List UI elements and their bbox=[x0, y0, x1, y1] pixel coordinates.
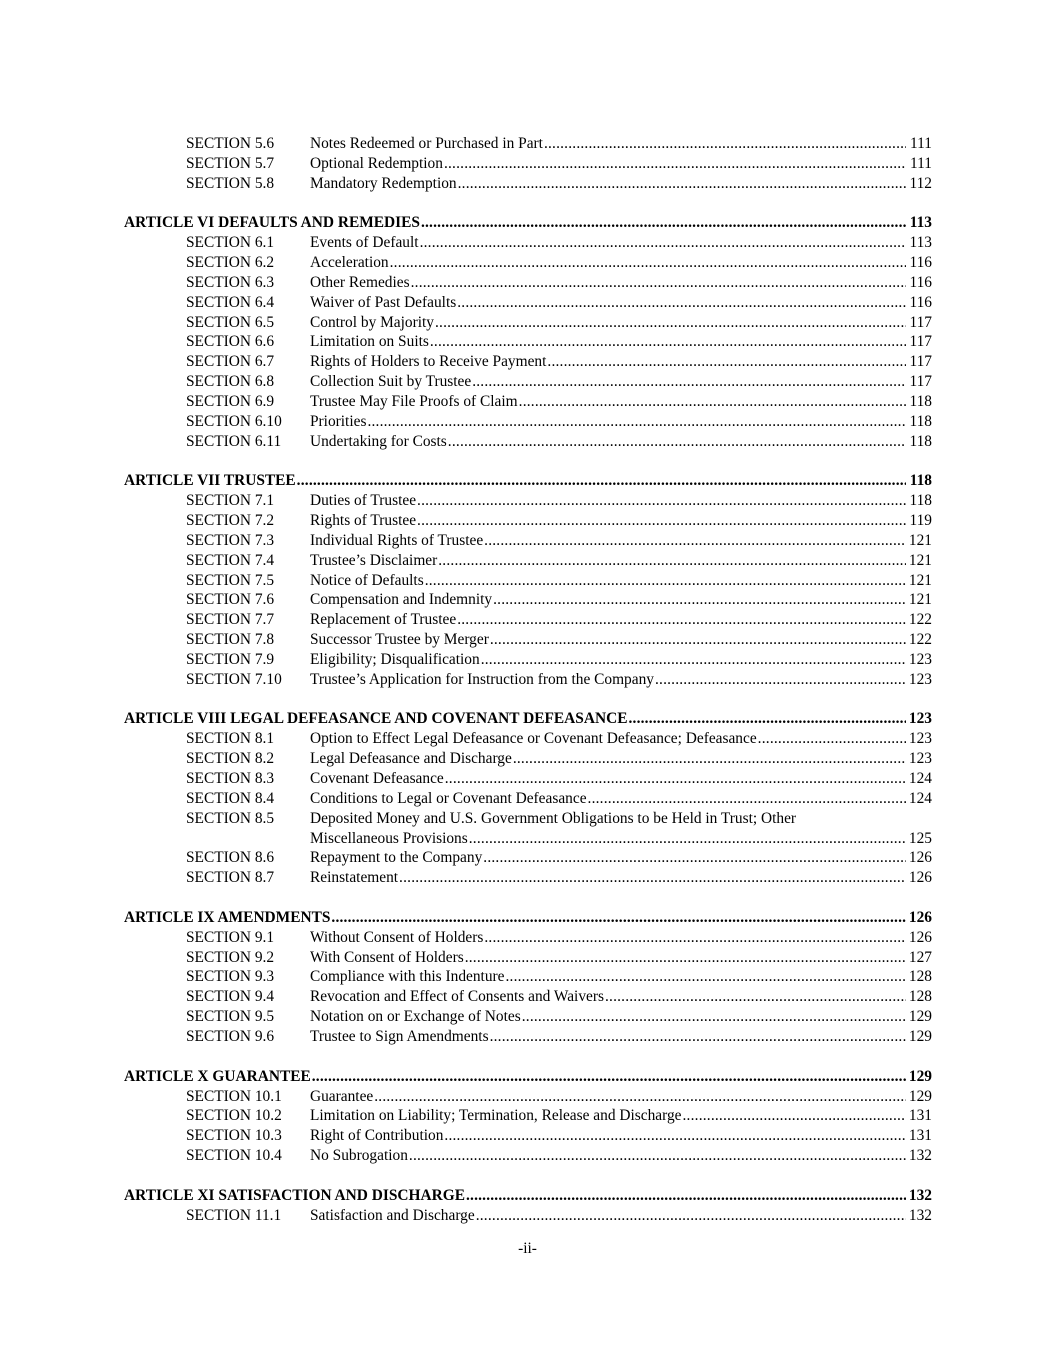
toc-section-row[interactable] bbox=[124, 412, 932, 432]
section-entry bbox=[310, 948, 932, 968]
section-number: SECTION 6.5 bbox=[186, 313, 275, 331]
section-title: Option to Effect Legal Defeasance or Covenant Defeasance; Defeasance bbox=[310, 730, 757, 748]
section-number: SECTION 7.10 bbox=[186, 670, 282, 688]
dot-leader bbox=[390, 253, 906, 273]
section-entry bbox=[310, 769, 932, 789]
section-entry bbox=[310, 352, 932, 372]
dot-leader bbox=[605, 987, 906, 1007]
dot-leader bbox=[457, 293, 906, 313]
toc-section-row[interactable] bbox=[124, 848, 932, 868]
section-entry bbox=[310, 392, 932, 412]
article-title: ARTICLE IX AMENDMENTS bbox=[124, 908, 331, 926]
page-reference: 124 bbox=[908, 789, 932, 807]
page-reference: 118 bbox=[909, 392, 932, 410]
dot-leader bbox=[417, 491, 906, 511]
table-of-contents bbox=[124, 134, 932, 1225]
toc-section-row[interactable] bbox=[124, 987, 932, 1007]
dot-leader bbox=[435, 313, 906, 333]
section-entry bbox=[310, 967, 932, 987]
section-number: SECTION 6.8 bbox=[186, 373, 275, 391]
toc-article-row[interactable] bbox=[124, 471, 932, 491]
section-entry bbox=[310, 531, 932, 551]
dot-leader bbox=[445, 769, 906, 789]
toc-section-row[interactable] bbox=[124, 868, 932, 888]
page-reference: 116 bbox=[909, 273, 932, 291]
section-title: Other Remedies bbox=[310, 273, 410, 291]
dot-leader bbox=[472, 372, 906, 392]
dot-leader bbox=[421, 213, 906, 233]
toc-section-row[interactable] bbox=[124, 1007, 932, 1027]
page-reference: 122 bbox=[908, 611, 932, 629]
section-entry bbox=[310, 670, 932, 690]
section-title: Priorities bbox=[310, 412, 367, 430]
section-title: Eligibility; Disqualification bbox=[310, 650, 480, 668]
dot-leader bbox=[522, 1007, 906, 1027]
toc-section-row[interactable] bbox=[124, 174, 932, 194]
dot-leader bbox=[483, 848, 906, 868]
article-entry bbox=[124, 1067, 932, 1087]
section-entry bbox=[310, 1106, 932, 1126]
toc-section-row[interactable] bbox=[124, 948, 932, 968]
section-title: Replacement of Trustee bbox=[310, 611, 457, 629]
section-title: Undertaking for Costs bbox=[310, 432, 447, 450]
toc-section-row[interactable] bbox=[124, 154, 932, 174]
dot-leader bbox=[420, 233, 906, 253]
page-reference: 123 bbox=[908, 670, 932, 688]
article-entry bbox=[124, 471, 932, 491]
section-title: With Consent of Holders bbox=[310, 948, 464, 966]
article-title: ARTICLE X GUARANTEE bbox=[124, 1067, 311, 1085]
page-reference: 127 bbox=[908, 948, 932, 966]
section-number: SECTION 7.4 bbox=[186, 551, 275, 569]
section-number: SECTION 7.3 bbox=[186, 531, 275, 549]
section-title: Notation on or Exchange of Notes bbox=[310, 1008, 521, 1026]
section-number: SECTION 7.8 bbox=[186, 631, 275, 649]
toc-section-row[interactable] bbox=[124, 511, 932, 531]
section-entry bbox=[310, 134, 932, 154]
section-number: SECTION 8.4 bbox=[186, 789, 275, 807]
page-reference: 121 bbox=[908, 531, 932, 549]
page-reference: 132 bbox=[908, 1206, 932, 1224]
dot-leader bbox=[655, 670, 906, 690]
toc-section-continuation-row[interactable] bbox=[124, 829, 932, 849]
toc-section-row[interactable] bbox=[124, 749, 932, 769]
section-number: SECTION 8.5 bbox=[186, 809, 275, 827]
page-reference: 117 bbox=[909, 353, 932, 371]
section-title: Events of Default bbox=[310, 234, 419, 252]
section-number: SECTION 11.1 bbox=[186, 1206, 282, 1224]
page-reference: 126 bbox=[908, 869, 932, 887]
toc-section-row[interactable] bbox=[124, 789, 932, 809]
page-reference: 123 bbox=[908, 730, 932, 748]
section-entry bbox=[310, 848, 932, 868]
page-reference: 118 bbox=[909, 492, 932, 510]
page-reference: 117 bbox=[909, 373, 932, 391]
dot-leader bbox=[466, 1186, 906, 1206]
page-reference: 118 bbox=[909, 432, 932, 450]
page-reference: 113 bbox=[909, 214, 932, 232]
section-entry bbox=[310, 590, 932, 610]
dot-leader bbox=[312, 1067, 906, 1087]
toc-section-row[interactable] bbox=[124, 1206, 932, 1226]
dot-leader bbox=[297, 471, 906, 491]
section-title: Guarantee bbox=[310, 1087, 374, 1105]
section-title: Limitation on Liability; Termination, Release and Discharge bbox=[310, 1107, 682, 1125]
dot-leader bbox=[430, 332, 906, 352]
section-title: Rights of Trustee bbox=[310, 512, 417, 530]
section-number: SECTION 6.1 bbox=[186, 234, 275, 252]
dot-leader bbox=[444, 154, 906, 174]
section-number: SECTION 7.6 bbox=[186, 591, 275, 609]
article-title: ARTICLE VIII LEGAL DEFEASANCE AND COVENANT DEFEASANCE bbox=[124, 710, 628, 728]
dot-leader bbox=[331, 908, 906, 928]
section-title: Trustee’s Application for Instruction from the Company bbox=[310, 670, 654, 688]
page-reference: 126 bbox=[908, 849, 932, 867]
toc-section-row[interactable] bbox=[124, 630, 932, 650]
toc-section-row[interactable] bbox=[124, 610, 932, 630]
toc-section-row[interactable] bbox=[124, 233, 932, 253]
page-reference: 111 bbox=[910, 154, 932, 172]
dot-leader bbox=[481, 650, 906, 670]
page-reference: 123 bbox=[908, 750, 932, 768]
section-title: Duties of Trustee bbox=[310, 492, 417, 510]
section-number: SECTION 10.1 bbox=[186, 1087, 282, 1105]
page-reference: 131 bbox=[908, 1107, 932, 1125]
page-reference: 111 bbox=[910, 135, 932, 152]
dot-leader bbox=[367, 412, 906, 432]
section-entry bbox=[310, 571, 932, 591]
section-entry bbox=[310, 928, 932, 948]
toc-section-row[interactable] bbox=[124, 332, 932, 352]
toc-section-row[interactable] bbox=[124, 769, 932, 789]
section-title: Compliance with this Indenture bbox=[310, 968, 505, 986]
section-entry bbox=[310, 273, 932, 293]
section-number: SECTION 9.1 bbox=[186, 928, 275, 946]
section-number: SECTION 6.9 bbox=[186, 392, 275, 410]
section-entry bbox=[310, 253, 932, 273]
toc-section-row[interactable] bbox=[124, 809, 932, 829]
page-reference: 126 bbox=[908, 928, 932, 946]
dot-leader bbox=[490, 630, 906, 650]
section-title: Right of Contribution bbox=[310, 1127, 444, 1145]
dot-leader bbox=[493, 590, 906, 610]
page-reference: 124 bbox=[908, 770, 932, 787]
page-reference: 132 bbox=[908, 1147, 932, 1165]
section-number: SECTION 8.6 bbox=[186, 849, 275, 867]
toc-section-row[interactable] bbox=[124, 1126, 932, 1146]
article-entry bbox=[124, 1186, 932, 1206]
section-title: Limitation on Suits bbox=[310, 333, 429, 351]
article-entry bbox=[124, 908, 932, 928]
section-number: SECTION 10.2 bbox=[186, 1107, 282, 1125]
section-entry bbox=[310, 1146, 932, 1166]
dot-leader bbox=[458, 174, 906, 194]
section-title: Covenant Defeasance bbox=[310, 770, 444, 787]
section-entry bbox=[310, 154, 932, 174]
toc-section-row[interactable] bbox=[124, 432, 932, 452]
section-title: Trustee’s Disclaimer bbox=[310, 551, 438, 569]
dot-leader bbox=[484, 928, 906, 948]
page-reference: 131 bbox=[908, 1127, 932, 1145]
section-title: Satisfaction and Discharge bbox=[310, 1206, 475, 1224]
section-entry bbox=[310, 551, 932, 571]
toc-section-row[interactable] bbox=[124, 1087, 932, 1107]
section-number: SECTION 6.4 bbox=[186, 293, 275, 311]
toc-section-row[interactable] bbox=[124, 491, 932, 511]
page-reference: 112 bbox=[909, 174, 932, 192]
toc-article-row[interactable] bbox=[124, 213, 932, 233]
toc-article-row[interactable] bbox=[124, 1186, 932, 1206]
section-title: Notice of Defaults bbox=[310, 571, 424, 589]
page-reference: 128 bbox=[908, 968, 932, 986]
section-number: SECTION 6.2 bbox=[186, 254, 275, 272]
page-reference: 113 bbox=[909, 234, 932, 252]
section-title: Rights of Holders to Receive Payment bbox=[310, 353, 547, 371]
article-entry bbox=[124, 709, 932, 729]
section-title: Individual Rights of Trustee bbox=[310, 531, 484, 549]
section-title: Control by Majority bbox=[310, 313, 434, 331]
page-reference: 129 bbox=[908, 1067, 932, 1085]
toc-section-row[interactable] bbox=[124, 1106, 932, 1126]
section-entry bbox=[310, 293, 932, 313]
article-title: ARTICLE VII TRUSTEE bbox=[124, 472, 296, 490]
dot-leader bbox=[505, 967, 906, 987]
section-number: SECTION 9.3 bbox=[186, 968, 275, 986]
dot-leader bbox=[448, 432, 906, 452]
page-reference: 129 bbox=[908, 1027, 932, 1045]
dot-leader bbox=[457, 610, 906, 630]
dot-leader bbox=[399, 868, 906, 888]
toc-section-row[interactable] bbox=[124, 531, 932, 551]
section-number: SECTION 10.4 bbox=[186, 1147, 282, 1165]
section-entry bbox=[310, 1087, 932, 1107]
toc-section-row[interactable] bbox=[124, 967, 932, 987]
page-reference: 129 bbox=[908, 1087, 932, 1105]
dot-leader bbox=[425, 571, 906, 591]
section-title: Deposited Money and U.S. Government Obligations to be Held in Trust; Other bbox=[310, 809, 797, 827]
dot-leader bbox=[683, 1106, 907, 1126]
section-number: SECTION 9.6 bbox=[186, 1027, 275, 1045]
section-entry bbox=[310, 233, 932, 253]
section-number: SECTION 8.1 bbox=[186, 730, 275, 748]
section-number: SECTION 5.7 bbox=[186, 154, 275, 172]
section-entry bbox=[310, 1126, 932, 1146]
dot-leader bbox=[409, 1146, 906, 1166]
section-entry bbox=[310, 610, 932, 630]
section-entry bbox=[310, 491, 932, 511]
section-entry bbox=[310, 174, 932, 194]
toc-section-row[interactable] bbox=[124, 1027, 932, 1047]
section-title: Trustee to Sign Amendments bbox=[310, 1027, 489, 1045]
section-entry bbox=[310, 1206, 932, 1226]
toc-article-row[interactable] bbox=[124, 709, 932, 729]
toc-section-row[interactable] bbox=[124, 729, 932, 749]
section-entry bbox=[310, 729, 932, 749]
section-title: Optional Redemption bbox=[310, 154, 443, 172]
section-entry bbox=[310, 1027, 932, 1047]
dot-leader bbox=[544, 134, 906, 154]
page-reference: 125 bbox=[908, 829, 932, 847]
page-reference: 121 bbox=[908, 571, 932, 589]
page-reference: 117 bbox=[909, 333, 932, 351]
section-number: SECTION 7.9 bbox=[186, 650, 275, 668]
dot-leader bbox=[490, 1027, 906, 1047]
section-number: SECTION 7.5 bbox=[186, 571, 275, 589]
section-title: Compensation and Indemnity bbox=[310, 591, 493, 609]
toc-section-row[interactable] bbox=[124, 571, 932, 591]
dot-leader bbox=[469, 829, 906, 849]
section-number: SECTION 8.3 bbox=[186, 770, 275, 787]
section-entry bbox=[310, 313, 932, 333]
section-entry bbox=[310, 868, 932, 888]
page-reference: 126 bbox=[908, 908, 932, 926]
dot-leader bbox=[758, 729, 906, 749]
section-number: SECTION 6.6 bbox=[186, 333, 275, 351]
toc-section-row[interactable] bbox=[124, 590, 932, 610]
toc-section-row[interactable] bbox=[124, 372, 932, 392]
toc-section-row[interactable] bbox=[124, 551, 932, 571]
section-title: Notes Redeemed or Purchased in Part bbox=[310, 135, 543, 152]
dot-leader bbox=[519, 392, 906, 412]
section-entry bbox=[310, 829, 932, 849]
section-title: Revocation and Effect of Consents and Waivers bbox=[310, 988, 604, 1006]
section-entry bbox=[310, 789, 932, 809]
section-title: Reinstatement bbox=[310, 869, 399, 887]
page-reference: 123 bbox=[908, 650, 932, 668]
section-entry bbox=[310, 372, 932, 392]
dot-leader bbox=[374, 1087, 906, 1107]
toc-section-row[interactable] bbox=[124, 392, 932, 412]
section-title: Legal Defeasance and Discharge bbox=[310, 750, 512, 768]
dot-leader bbox=[438, 551, 906, 571]
page-reference: 128 bbox=[908, 988, 932, 1006]
page-reference: 117 bbox=[909, 313, 932, 331]
page-reference: 122 bbox=[908, 631, 932, 649]
section-number: SECTION 7.2 bbox=[186, 512, 275, 530]
section-title: Mandatory Redemption bbox=[310, 174, 457, 192]
section-entry bbox=[310, 432, 932, 452]
toc-section-row[interactable] bbox=[124, 273, 932, 293]
toc-section-row[interactable] bbox=[124, 253, 932, 273]
page-reference: 121 bbox=[908, 551, 932, 569]
section-number: SECTION 9.2 bbox=[186, 948, 275, 966]
section-number: SECTION 6.7 bbox=[186, 353, 275, 371]
toc-article-row[interactable] bbox=[124, 1067, 932, 1087]
section-number: SECTION 5.6 bbox=[186, 135, 275, 152]
page-reference: 121 bbox=[908, 591, 932, 609]
section-title: Waiver of Past Defaults bbox=[310, 293, 457, 311]
article-title: ARTICLE XI SATISFACTION AND DISCHARGE bbox=[124, 1186, 465, 1204]
dot-leader bbox=[411, 273, 906, 293]
article-entry bbox=[124, 213, 932, 233]
section-title: Successor Trustee by Merger bbox=[310, 631, 489, 649]
section-entry bbox=[310, 412, 932, 432]
dot-leader bbox=[444, 1126, 906, 1146]
section-entry bbox=[310, 1007, 932, 1027]
page-reference: 119 bbox=[909, 512, 932, 530]
section-entry bbox=[310, 511, 932, 531]
dot-leader bbox=[465, 948, 906, 968]
page-reference: 123 bbox=[908, 710, 932, 728]
section-number: SECTION 9.4 bbox=[186, 988, 275, 1006]
toc-article-row[interactable] bbox=[124, 908, 932, 928]
toc-section-row[interactable] bbox=[124, 134, 932, 154]
dot-leader bbox=[547, 352, 906, 372]
section-number: SECTION 7.7 bbox=[186, 611, 275, 629]
section-title: Without Consent of Holders bbox=[310, 928, 484, 946]
dot-leader bbox=[628, 709, 906, 729]
dot-leader bbox=[484, 531, 906, 551]
section-title: Conditions to Legal or Covenant Defeasance bbox=[310, 789, 587, 807]
section-entry bbox=[310, 650, 932, 670]
section-entry bbox=[310, 987, 932, 1007]
page-reference: 116 bbox=[909, 293, 932, 311]
toc-section-row[interactable] bbox=[124, 352, 932, 372]
toc-section-row[interactable] bbox=[124, 670, 932, 690]
section-title: Repayment to the Company bbox=[310, 849, 483, 867]
page-reference: 116 bbox=[909, 254, 932, 272]
section-number: SECTION 7.1 bbox=[186, 492, 275, 510]
page-reference: 132 bbox=[908, 1186, 932, 1204]
section-title: Acceleration bbox=[310, 254, 389, 272]
section-number: SECTION 8.7 bbox=[186, 869, 275, 887]
section-title: Collection Suit by Trustee bbox=[310, 373, 472, 391]
toc-section-row[interactable] bbox=[124, 928, 932, 948]
section-title: Trustee May File Proofs of Claim bbox=[310, 392, 518, 410]
article-title: ARTICLE VI DEFAULTS AND REMEDIES bbox=[124, 214, 420, 232]
section-number: SECTION 8.2 bbox=[186, 750, 275, 768]
section-entry bbox=[310, 332, 932, 352]
section-number: SECTION 6.3 bbox=[186, 273, 275, 291]
section-number: SECTION 6.10 bbox=[186, 412, 282, 430]
section-title: Miscellaneous Provisions bbox=[310, 829, 468, 847]
dot-leader bbox=[417, 511, 906, 531]
page-reference: 118 bbox=[909, 412, 932, 430]
section-number: SECTION 5.8 bbox=[186, 174, 275, 192]
dot-leader bbox=[588, 789, 906, 809]
dot-leader bbox=[476, 1206, 906, 1226]
page-reference: 118 bbox=[909, 472, 932, 490]
section-entry bbox=[310, 630, 932, 650]
page-reference: 129 bbox=[908, 1008, 932, 1026]
toc-section-row[interactable] bbox=[124, 650, 932, 670]
section-number: SECTION 9.5 bbox=[186, 1008, 275, 1026]
toc-section-row[interactable] bbox=[124, 293, 932, 313]
section-title: No Subrogation bbox=[310, 1147, 408, 1165]
section-number: SECTION 6.11 bbox=[186, 432, 282, 450]
dot-leader bbox=[513, 749, 906, 769]
toc-section-row[interactable] bbox=[124, 313, 932, 333]
toc-section-row[interactable] bbox=[124, 1146, 932, 1166]
section-number: SECTION 10.3 bbox=[186, 1127, 282, 1145]
section-entry bbox=[310, 749, 932, 769]
page-number: -ii- bbox=[518, 1240, 537, 1257]
